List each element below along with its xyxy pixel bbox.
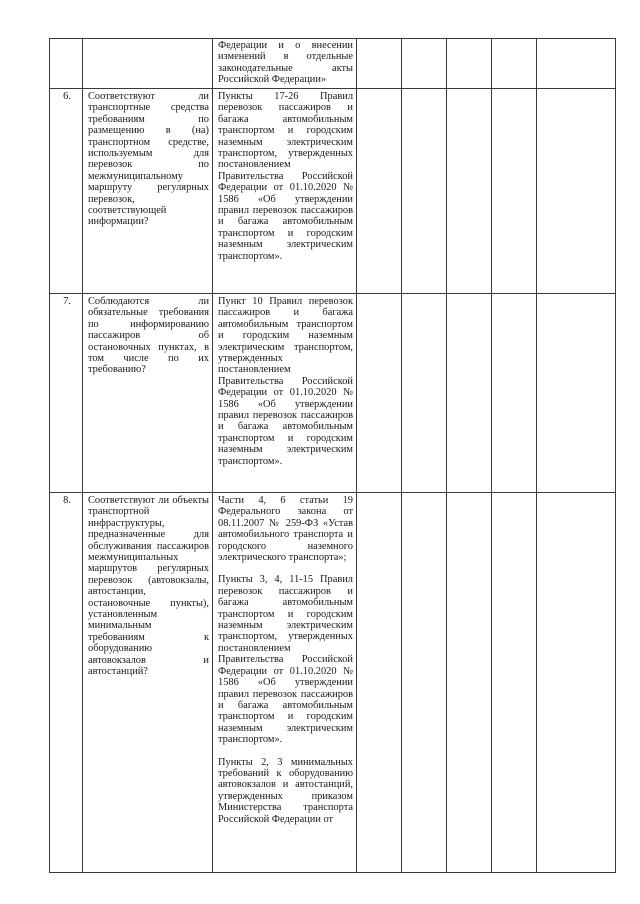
question-cell: Соответствуют ли объекты транспортной инфраструктуры, предназначенные для обслуживания пассажиров межмуниципальных маршрутов регулярных перевозок (автовокзалы, автостанции, остановочные пункты), установленным минимальным требованиям к оборудованию автовокзалов и автостанций? — [83, 493, 213, 873]
table-row — [50, 294, 616, 493]
row-number: 7. — [50, 294, 83, 493]
notes-cell[interactable] — [537, 493, 616, 873]
answer-cell-na[interactable] — [447, 294, 492, 493]
answer-cell-extra[interactable] — [492, 493, 537, 873]
table-row — [50, 89, 616, 294]
answer-cell-yes[interactable] — [357, 89, 402, 294]
answer-cell-no[interactable] — [402, 493, 447, 873]
question-cell: Соблюдаются ли обязательные требования по информированию пассажиров об остановочных пунктах, в том числе по их требованию? — [83, 294, 213, 493]
answer-cell-no[interactable] — [402, 89, 447, 294]
row-number: 6. — [50, 89, 83, 294]
question-cell — [83, 39, 213, 89]
answer-cell-na[interactable] — [447, 89, 492, 294]
legal-basis-cell: Пункты 17-26 Правил перевозок пассажиров и багажа автомобильным транспортом и городским наземным электрическим транспортом, утвержденных постановлением Правительства Российской Федерации от 01.10.2020 № 1586 «Об утверждении правил перевозок пассажиров и багажа автомобильным транспортом и городским наземным электрическим транспортом». — [213, 89, 357, 294]
answer-cell-extra[interactable] — [492, 294, 537, 493]
legal-basis-cell — [213, 493, 357, 873]
answer-cell-yes[interactable] — [357, 294, 402, 493]
answer-cell-no[interactable] — [402, 294, 447, 493]
checklist-table — [49, 38, 616, 873]
table-row — [50, 39, 616, 89]
legal-basis-cell: Пункт 10 Правил перевозок пассажиров и багажа автомобильным транспортом и городским наземным электрическим транспортом, утвержденных постановлением Правительства Российской Федерации от 01.10.2020 № 1586 «Об утверждении правил перевозок пассажиров и багажа автомобильным транспортом и городским наземным электрическим транспортом». — [213, 294, 357, 493]
legal-basis-paragraph: Части 4, 6 статьи 19 Федерального закона от 08.11.2007 № 259-ФЗ «Устав автомобильного транспорта и городского наземного электрического транспорта»; — [218, 495, 353, 564]
answer-cell-yes[interactable] — [357, 493, 402, 873]
legal-basis-paragraph: Пункты 3, 4, 11-15 Правил перевозок пассажиров и багажа автомобильным транспортом и городским наземным электрическим транспортом, утвержденных постановлением Правительства Российской Федерации от 01.10.2020 № 1586 «Об утверждении правил перевозок пассажиров и багажа автомобильным транспортом и городским наземным электрическим транспортом». — [218, 574, 353, 746]
question-cell: Соответствуют ли транспортные средства требованиям по размещению в (на) транспортном средстве, используемым для перевозок по межмуниципальному маршруту регулярных перевозок, соответствующей информации? — [83, 89, 213, 294]
answer-cell-yes[interactable] — [357, 39, 402, 89]
legal-basis-paragraph: Пункты 2, 3 минимальных требований к оборудованию автовокзалов и автостанций, утвержденных приказом Министерства транспорта Российской Федерации от — [218, 756, 353, 825]
legal-basis-cell: Федерации и о внесении изменений в отдельные законодательные акты Российской Федерации» — [213, 39, 357, 89]
answer-cell-extra[interactable] — [492, 89, 537, 294]
notes-cell[interactable] — [537, 39, 616, 89]
row-number: 8. — [50, 493, 83, 873]
answer-cell-no[interactable] — [402, 39, 447, 89]
answer-cell-extra[interactable] — [492, 39, 537, 89]
row-number — [50, 39, 83, 89]
notes-cell[interactable] — [537, 89, 616, 294]
notes-cell[interactable] — [537, 294, 616, 493]
answer-cell-na[interactable] — [447, 493, 492, 873]
answer-cell-na[interactable] — [447, 39, 492, 89]
table-row — [50, 493, 616, 873]
